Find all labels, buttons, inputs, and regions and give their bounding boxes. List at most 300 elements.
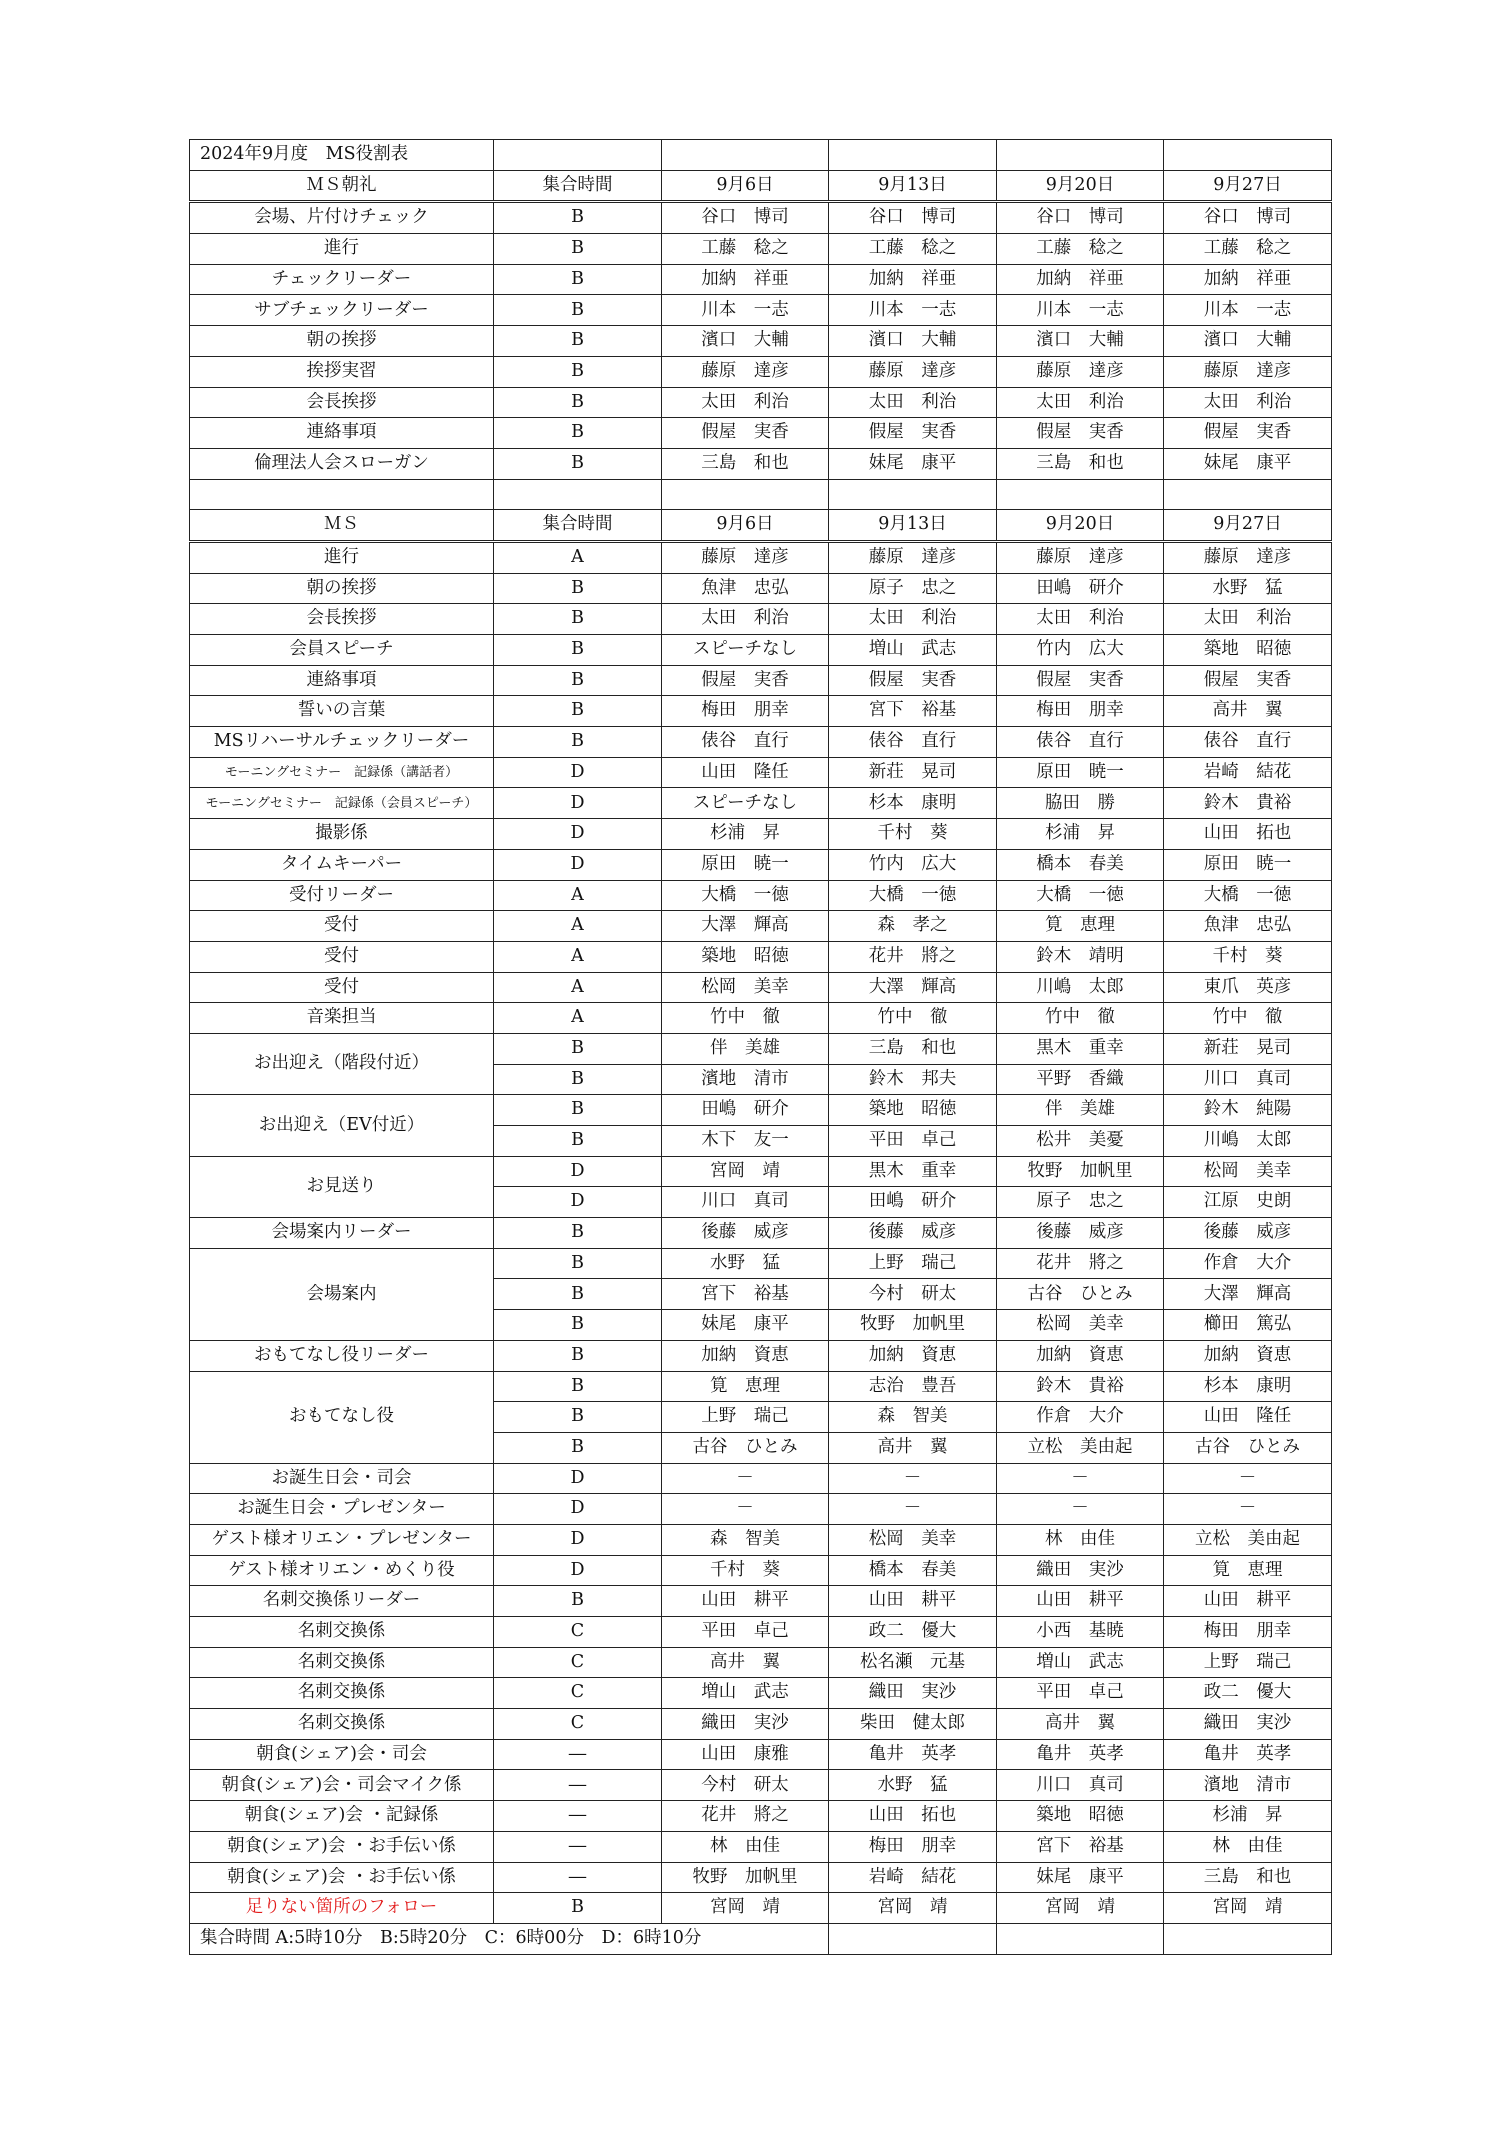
- member-cell: 加納 資恵: [662, 1340, 829, 1371]
- member-cell: 牧野 加帆里: [997, 1156, 1164, 1187]
- member-cell: 水野 猛: [829, 1770, 997, 1801]
- member-cell: 織田 実沙: [829, 1678, 997, 1709]
- member-cell: 藤原 達彦: [662, 356, 829, 387]
- member-cell: 太田 利治: [997, 387, 1164, 418]
- role-cell: 会員スピーチ: [190, 635, 494, 666]
- role-cell: 名刺交換係: [190, 1678, 494, 1709]
- time-cell: C: [494, 1617, 662, 1648]
- role-cell: 誓いの言葉: [190, 696, 494, 727]
- role-cell: おもてなし役: [190, 1371, 494, 1463]
- member-cell: 花井 將之: [997, 1248, 1164, 1279]
- member-cell: 古谷 ひとみ: [662, 1432, 829, 1463]
- member-cell: 9月20日: [997, 170, 1164, 202]
- member-cell: 工藤 稔之: [662, 234, 829, 265]
- role-cell: 音楽担当: [190, 1003, 494, 1034]
- role-cell: モーニングセミナー 記録係（講話者）: [190, 757, 494, 788]
- time-cell: B: [494, 1402, 662, 1433]
- role-cell: 名刺交換係: [190, 1647, 494, 1678]
- empty-cell: [997, 479, 1164, 510]
- member-cell: 平田 卓己: [997, 1678, 1164, 1709]
- time-cell: A: [494, 541, 662, 573]
- member-cell: 大澤 輝高: [1164, 1279, 1332, 1310]
- member-cell: 松岡 美幸: [662, 972, 829, 1003]
- member-cell: 山田 康雅: [662, 1739, 829, 1770]
- time-cell: B: [494, 1033, 662, 1064]
- member-cell: 山田 耕平: [1164, 1586, 1332, 1617]
- time-cell: B: [494, 1432, 662, 1463]
- member-cell: 濱地 清市: [662, 1064, 829, 1095]
- time-cell: A: [494, 941, 662, 972]
- member-cell: 作倉 大介: [1164, 1248, 1332, 1279]
- member-cell: 岩崎 結花: [829, 1862, 997, 1893]
- member-cell: 原子 忠之: [997, 1187, 1164, 1218]
- member-cell: 山田 耕平: [829, 1586, 997, 1617]
- member-cell: 宮下 裕基: [829, 696, 997, 727]
- spacer-row: [190, 479, 1332, 510]
- time-cell: C: [494, 1678, 662, 1709]
- role-cell: 会場案内: [190, 1248, 494, 1340]
- member-cell: 政二 優大: [829, 1617, 997, 1648]
- role-cell: 挨拶実習: [190, 356, 494, 387]
- table-row: [190, 911, 1332, 942]
- member-cell: 織田 実沙: [1164, 1709, 1332, 1740]
- member-cell: 宮岡 靖: [662, 1893, 829, 1924]
- time-cell: A: [494, 911, 662, 942]
- member-cell: 松井 美憂: [997, 1126, 1164, 1157]
- table-row: [190, 1586, 1332, 1617]
- member-cell: 谷口 博司: [662, 202, 829, 234]
- table-row: [190, 1156, 1332, 1187]
- member-cell: 橋本 春美: [829, 1555, 997, 1586]
- member-cell: 9月13日: [829, 170, 997, 202]
- member-cell: 築地 昭徳: [829, 1095, 997, 1126]
- member-cell: 濱口 大輔: [997, 326, 1164, 357]
- member-cell: 林 由佳: [1164, 1831, 1332, 1862]
- role-cell: 名刺交換係リーダー: [190, 1586, 494, 1617]
- member-cell: 川口 真司: [662, 1187, 829, 1218]
- sheet-title: 2024年9月度 MS役割表: [190, 140, 494, 171]
- time-cell: B: [494, 326, 662, 357]
- time-cell: C: [494, 1709, 662, 1740]
- member-cell: 黒木 重幸: [997, 1033, 1164, 1064]
- member-cell: 杉本 康明: [829, 788, 997, 819]
- member-cell: 橋本 春美: [997, 849, 1164, 880]
- member-cell: 太田 利治: [829, 604, 997, 635]
- member-cell: －: [997, 1494, 1164, 1525]
- member-cell: －: [662, 1463, 829, 1494]
- member-cell: 宮下 裕基: [997, 1831, 1164, 1862]
- member-cell: 俵谷 直行: [662, 727, 829, 758]
- time-cell: B: [494, 1371, 662, 1402]
- member-cell: 政二 優大: [1164, 1678, 1332, 1709]
- member-cell: 原田 暁一: [662, 849, 829, 880]
- time-cell: ―: [494, 1770, 662, 1801]
- time-cell: D: [494, 1156, 662, 1187]
- member-cell: 松岡 美幸: [829, 1524, 997, 1555]
- member-cell: 假屋 実香: [829, 665, 997, 696]
- time-cell: B: [494, 264, 662, 295]
- member-cell: 上野 瑞己: [1164, 1647, 1332, 1678]
- time-cell: ―: [494, 1801, 662, 1832]
- time-cell: 集合時間: [494, 170, 662, 202]
- time-cell: B: [494, 295, 662, 326]
- member-cell: 藤原 達彦: [997, 541, 1164, 573]
- member-cell: 梅田 朋幸: [1164, 1617, 1332, 1648]
- role-cell: 朝の挨拶: [190, 326, 494, 357]
- time-cell: D: [494, 757, 662, 788]
- member-cell: －: [1164, 1463, 1332, 1494]
- time-cell: A: [494, 880, 662, 911]
- member-cell: 後藤 威彦: [1164, 1218, 1332, 1249]
- member-cell: 田嶋 研介: [829, 1187, 997, 1218]
- time-cell: B: [494, 448, 662, 479]
- member-cell: 鈴木 靖明: [997, 941, 1164, 972]
- empty-cell: [1164, 1923, 1332, 1954]
- member-cell: 梅田 朋幸: [997, 696, 1164, 727]
- member-cell: 黒木 重幸: [829, 1156, 997, 1187]
- role-cell: 連絡事項: [190, 418, 494, 449]
- empty-cell: [494, 140, 662, 171]
- member-cell: 花井 將之: [662, 1801, 829, 1832]
- role-cell: お見送り: [190, 1156, 494, 1217]
- empty-cell: [662, 140, 829, 171]
- role-cell: 受付: [190, 972, 494, 1003]
- member-cell: 太田 利治: [1164, 604, 1332, 635]
- member-cell: 平野 香織: [997, 1064, 1164, 1095]
- member-cell: 工藤 稔之: [829, 234, 997, 265]
- member-cell: －: [997, 1463, 1164, 1494]
- time-cell: B: [494, 1340, 662, 1371]
- member-cell: 田嶋 研介: [662, 1095, 829, 1126]
- member-cell: －: [829, 1463, 997, 1494]
- member-cell: 大澤 輝高: [829, 972, 997, 1003]
- time-cell: B: [494, 1126, 662, 1157]
- time-cell: ―: [494, 1862, 662, 1893]
- member-cell: 森 智美: [662, 1524, 829, 1555]
- table-row: [190, 1494, 1332, 1525]
- member-cell: 大橋 一徳: [662, 880, 829, 911]
- member-cell: 岩崎 結花: [1164, 757, 1332, 788]
- table-row: [190, 1555, 1332, 1586]
- member-cell: 宮岡 靖: [662, 1156, 829, 1187]
- member-cell: 加納 祥亜: [997, 264, 1164, 295]
- time-cell: B: [494, 202, 662, 234]
- member-cell: 川口 真司: [1164, 1064, 1332, 1095]
- role-cell: 進行: [190, 234, 494, 265]
- member-cell: 今村 研太: [829, 1279, 997, 1310]
- time-cell: D: [494, 849, 662, 880]
- member-cell: 太田 利治: [662, 387, 829, 418]
- table-row: [190, 727, 1332, 758]
- member-cell: 高井 翼: [1164, 696, 1332, 727]
- member-cell: 川本 一志: [1164, 295, 1332, 326]
- member-cell: 杉浦 昇: [662, 819, 829, 850]
- member-cell: 濱口 大輔: [1164, 326, 1332, 357]
- member-cell: 鈴木 純陽: [1164, 1095, 1332, 1126]
- role-cell: ＭＳ朝礼: [190, 170, 494, 202]
- table-row: [190, 1371, 1332, 1402]
- member-cell: 古谷 ひとみ: [1164, 1432, 1332, 1463]
- member-cell: 織田 実沙: [997, 1555, 1164, 1586]
- time-cell: B: [494, 1064, 662, 1095]
- role-cell: タイムキーパー: [190, 849, 494, 880]
- table-row: [190, 387, 1332, 418]
- member-cell: 竹内 広大: [997, 635, 1164, 666]
- member-cell: 伴 美雄: [662, 1033, 829, 1064]
- member-cell: 竹中 徹: [997, 1003, 1164, 1034]
- member-cell: 平田 卓己: [829, 1126, 997, 1157]
- member-cell: 濱口 大輔: [829, 326, 997, 357]
- member-cell: 大橋 一徳: [997, 880, 1164, 911]
- table-row: [190, 541, 1332, 573]
- member-cell: 宮岡 靖: [829, 1893, 997, 1924]
- role-cell: 足りない箇所のフォロー: [190, 1893, 494, 1924]
- time-cell: B: [494, 418, 662, 449]
- member-cell: 三島 和也: [997, 448, 1164, 479]
- member-cell: 鈴木 邦夫: [829, 1064, 997, 1095]
- time-cell: B: [494, 1586, 662, 1617]
- member-cell: 柴田 健太郎: [829, 1709, 997, 1740]
- table-row: [190, 696, 1332, 727]
- member-cell: 梅田 朋幸: [829, 1831, 997, 1862]
- member-cell: 伴 美雄: [997, 1095, 1164, 1126]
- table-row: [190, 1218, 1332, 1249]
- member-cell: 大橋 一徳: [1164, 880, 1332, 911]
- role-cell: 朝食(シェア)会 ・記録係: [190, 1801, 494, 1832]
- table-row: [190, 356, 1332, 387]
- member-cell: 後藤 威彦: [829, 1218, 997, 1249]
- member-cell: 川本 一志: [997, 295, 1164, 326]
- member-cell: 魚津 忠弘: [662, 573, 829, 604]
- table-row: [190, 1463, 1332, 1494]
- member-cell: －: [1164, 1494, 1332, 1525]
- empty-cell: [662, 479, 829, 510]
- role-cell: お出迎え（EV付近）: [190, 1095, 494, 1156]
- member-cell: 山田 耕平: [662, 1586, 829, 1617]
- empty-cell: [829, 1923, 997, 1954]
- table-row: [190, 1678, 1332, 1709]
- role-cell: ゲスト様オリエン・プレゼンター: [190, 1524, 494, 1555]
- member-cell: 江原 史朗: [1164, 1187, 1332, 1218]
- member-cell: 水野 猛: [1164, 573, 1332, 604]
- table-row: [190, 1248, 1332, 1279]
- member-cell: 太田 利治: [829, 387, 997, 418]
- role-cell: ゲスト様オリエン・めくり役: [190, 1555, 494, 1586]
- table-row: [190, 448, 1332, 479]
- member-cell: 田嶋 研介: [997, 573, 1164, 604]
- member-cell: 濱口 大輔: [662, 326, 829, 357]
- member-cell: 筧 恵理: [997, 911, 1164, 942]
- role-cell: 朝食(シェア)会・司会マイク係: [190, 1770, 494, 1801]
- table-row: [190, 757, 1332, 788]
- member-cell: 高井 翼: [997, 1709, 1164, 1740]
- empty-cell: [829, 479, 997, 510]
- member-cell: 谷口 博司: [829, 202, 997, 234]
- member-cell: 宮岡 靖: [997, 1893, 1164, 1924]
- member-cell: 魚津 忠弘: [1164, 911, 1332, 942]
- time-cell: D: [494, 1494, 662, 1525]
- role-cell: 会長挨拶: [190, 387, 494, 418]
- time-cell: A: [494, 1003, 662, 1034]
- empty-cell: [829, 140, 997, 171]
- member-cell: 梅田 朋幸: [662, 696, 829, 727]
- empty-cell: [190, 479, 494, 510]
- time-cell: D: [494, 788, 662, 819]
- member-cell: 亀井 英孝: [997, 1739, 1164, 1770]
- table-row: [190, 264, 1332, 295]
- member-cell: 三島 和也: [829, 1033, 997, 1064]
- time-cell: B: [494, 1310, 662, 1341]
- member-cell: 加納 資恵: [997, 1340, 1164, 1371]
- role-cell: MSリハーサルチェックリーダー: [190, 727, 494, 758]
- member-cell: －: [662, 1494, 829, 1525]
- member-cell: 妹尾 康平: [997, 1862, 1164, 1893]
- member-cell: 9月6日: [662, 170, 829, 202]
- time-cell: C: [494, 1647, 662, 1678]
- role-cell: チェックリーダー: [190, 264, 494, 295]
- member-cell: 三島 和也: [1164, 1862, 1332, 1893]
- table-row: [190, 972, 1332, 1003]
- member-cell: 千村 葵: [829, 819, 997, 850]
- role-cell: サブチェックリーダー: [190, 295, 494, 326]
- table-row: [190, 788, 1332, 819]
- time-cell: 集合時間: [494, 510, 662, 542]
- member-cell: 工藤 稔之: [997, 234, 1164, 265]
- member-cell: 牧野 加帆里: [829, 1310, 997, 1341]
- member-cell: 山田 拓也: [1164, 819, 1332, 850]
- member-cell: 千村 葵: [1164, 941, 1332, 972]
- time-cell: D: [494, 1187, 662, 1218]
- member-cell: 9月20日: [997, 510, 1164, 542]
- member-cell: 藤原 達彦: [1164, 541, 1332, 573]
- time-cell: B: [494, 696, 662, 727]
- table-row: [190, 941, 1332, 972]
- time-cell: ―: [494, 1831, 662, 1862]
- member-cell: 山田 耕平: [997, 1586, 1164, 1617]
- member-cell: 俵谷 直行: [829, 727, 997, 758]
- member-cell: 木下 友一: [662, 1126, 829, 1157]
- table-row: [190, 418, 1332, 449]
- member-cell: 筧 恵理: [1164, 1555, 1332, 1586]
- time-cell: D: [494, 1463, 662, 1494]
- member-cell: 俵谷 直行: [997, 727, 1164, 758]
- member-cell: 築地 昭徳: [662, 941, 829, 972]
- time-cell: B: [494, 387, 662, 418]
- time-legend: 集合時間 A:5時10分 B:5時20分 C：6時00分 D：6時10分: [190, 1923, 829, 1954]
- table-row: [190, 1003, 1332, 1034]
- member-cell: 山田 拓也: [829, 1801, 997, 1832]
- table-row: [190, 880, 1332, 911]
- member-cell: 作倉 大介: [997, 1402, 1164, 1433]
- member-cell: 太田 利治: [997, 604, 1164, 635]
- member-cell: 森 智美: [829, 1402, 997, 1433]
- table-row: [190, 1524, 1332, 1555]
- table-row: [190, 234, 1332, 265]
- role-cell: おもてなし役リーダー: [190, 1340, 494, 1371]
- table-row: [190, 1893, 1332, 1924]
- member-cell: 假屋 実香: [662, 418, 829, 449]
- member-cell: 竹中 徹: [829, 1003, 997, 1034]
- member-cell: 9月27日: [1164, 510, 1332, 542]
- member-cell: 加納 資恵: [829, 1340, 997, 1371]
- table-row: [190, 1862, 1332, 1893]
- member-cell: 鈴木 貴裕: [997, 1371, 1164, 1402]
- empty-cell: [997, 140, 1164, 171]
- member-cell: 藤原 達彦: [829, 356, 997, 387]
- member-cell: 妹尾 康平: [829, 448, 997, 479]
- member-cell: 杉浦 昇: [997, 819, 1164, 850]
- member-cell: 志治 豊吾: [829, 1371, 997, 1402]
- member-cell: 上野 瑞己: [829, 1248, 997, 1279]
- member-cell: 9月13日: [829, 510, 997, 542]
- member-cell: 竹中 徹: [662, 1003, 829, 1034]
- member-cell: 原子 忠之: [829, 573, 997, 604]
- member-cell: 川嶋 太郎: [997, 972, 1164, 1003]
- member-cell: 杉浦 昇: [1164, 1801, 1332, 1832]
- member-cell: 東爪 英彦: [1164, 972, 1332, 1003]
- table-row: [190, 819, 1332, 850]
- empty-cell: [1164, 140, 1332, 171]
- member-cell: 牧野 加帆里: [662, 1862, 829, 1893]
- member-cell: 上野 瑞己: [662, 1402, 829, 1433]
- table-row: [190, 326, 1332, 357]
- empty-cell: [1164, 479, 1332, 510]
- member-cell: 濱地 清市: [1164, 1770, 1332, 1801]
- member-cell: 松岡 美幸: [997, 1310, 1164, 1341]
- member-cell: 假屋 実香: [1164, 418, 1332, 449]
- member-cell: －: [829, 1494, 997, 1525]
- member-cell: 花井 將之: [829, 941, 997, 972]
- member-cell: 假屋 実香: [1164, 665, 1332, 696]
- member-cell: 高井 翼: [829, 1432, 997, 1463]
- member-cell: 水野 猛: [662, 1248, 829, 1279]
- member-cell: 平田 卓己: [662, 1617, 829, 1648]
- member-cell: 高井 翼: [662, 1647, 829, 1678]
- member-cell: 川口 真司: [997, 1770, 1164, 1801]
- role-cell: 朝食(シェア)会 ・お手伝い係: [190, 1831, 494, 1862]
- time-cell: B: [494, 635, 662, 666]
- time-cell: ―: [494, 1739, 662, 1770]
- table-row: [190, 510, 1332, 542]
- table-row: [190, 1095, 1332, 1126]
- member-cell: 假屋 実香: [997, 665, 1164, 696]
- table-row: [190, 1340, 1332, 1371]
- table-row: [190, 1709, 1332, 1740]
- table-row: [190, 849, 1332, 880]
- time-cell: A: [494, 972, 662, 1003]
- member-cell: 森 孝之: [829, 911, 997, 942]
- role-cell: 進行: [190, 541, 494, 573]
- footer-row: [190, 1923, 1332, 1954]
- role-cell: お出迎え（階段付近）: [190, 1033, 494, 1094]
- role-cell: 会場、片付けチェック: [190, 202, 494, 234]
- table-row: [190, 1770, 1332, 1801]
- member-cell: 櫛田 篤弘: [1164, 1310, 1332, 1341]
- member-cell: 原田 暁一: [997, 757, 1164, 788]
- role-cell: 会長挨拶: [190, 604, 494, 635]
- member-cell: 松名瀬 元基: [829, 1647, 997, 1678]
- time-cell: D: [494, 1555, 662, 1586]
- member-cell: 千村 葵: [662, 1555, 829, 1586]
- role-cell: 名刺交換係: [190, 1709, 494, 1740]
- member-cell: 谷口 博司: [1164, 202, 1332, 234]
- table-row: [190, 170, 1332, 202]
- member-cell: 今村 研太: [662, 1770, 829, 1801]
- role-cell: 連絡事項: [190, 665, 494, 696]
- role-cell: 倫理法人会スローガン: [190, 448, 494, 479]
- table-row: [190, 202, 1332, 234]
- role-cell: 会場案内リーダー: [190, 1218, 494, 1249]
